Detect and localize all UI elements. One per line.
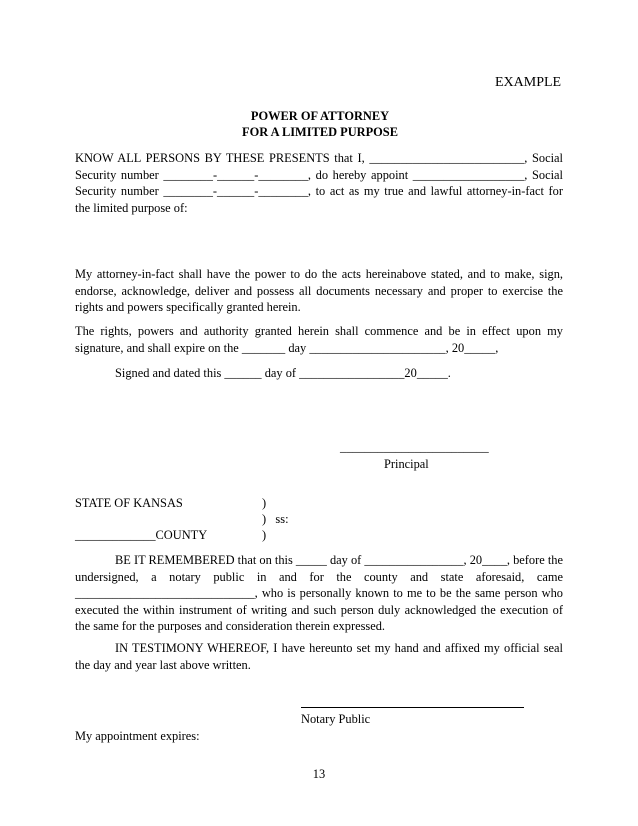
term-paragraph: The rights, powers and authority granted herein shall commence and be in effect upon my signature, and shall expire on the _______ day ______________________, 20_____, [75, 324, 563, 355]
venue-paren-1: ) [262, 496, 267, 510]
appointment-paragraph: KNOW ALL PERSONS BY THESE PRESENTS that I, _________________________, Social Security number ________-______-________, do hereby appoint __________________, Social Security number ________-______-________, to act as my true and lawful attorney-in-fact for the limited purpose of: [75, 151, 563, 215]
notary-public-label: Notary Public [301, 712, 371, 726]
document-title-line-2: FOR A LIMITED PURPOSE [242, 125, 398, 139]
venue-paren-3: ) [262, 528, 267, 542]
example-label: EXAMPLE [495, 75, 562, 90]
principal-label: Principal [384, 457, 429, 471]
county-label: _____________COUNTY [75, 528, 208, 542]
principal-signature-line: ________________________ [340, 440, 489, 454]
state-label: STATE OF KANSAS [75, 496, 183, 510]
testimony-paragraph: IN TESTIMONY WHEREOF, I have hereunto set my hand and affixed my official seal the day and year last above written. [75, 641, 563, 672]
notary-acknowledgment-paragraph: BE IT REMEMBERED that on this _____ day of ________________, 20____, before the undersigned, a notary public in and for the county and state aforesaid, came _____________________________, who is personally known to me to be the same person who executed the within instrument of writing and such person duly acknowledged the execution of the same for the purposes and consideration therein expressed. [75, 553, 563, 634]
notary-signature-line [301, 707, 524, 708]
signed-dated-line: Signed and dated this ______ day of _________________20_____. [115, 366, 451, 380]
appointment-expires-label: My appointment expires: [75, 729, 200, 743]
page-number: 13 [312, 767, 326, 781]
powers-paragraph: My attorney-in-fact shall have the power to do the acts hereinabove stated, and to make, sign, endorse, acknowledge, deliver and possess all documents necessary and proper to exercise the rights and powers specifically granted herein. [75, 267, 563, 315]
document-title-line-1: POWER OF ATTORNEY [250, 109, 390, 123]
venue-paren-ss: ) ss: [262, 512, 289, 526]
